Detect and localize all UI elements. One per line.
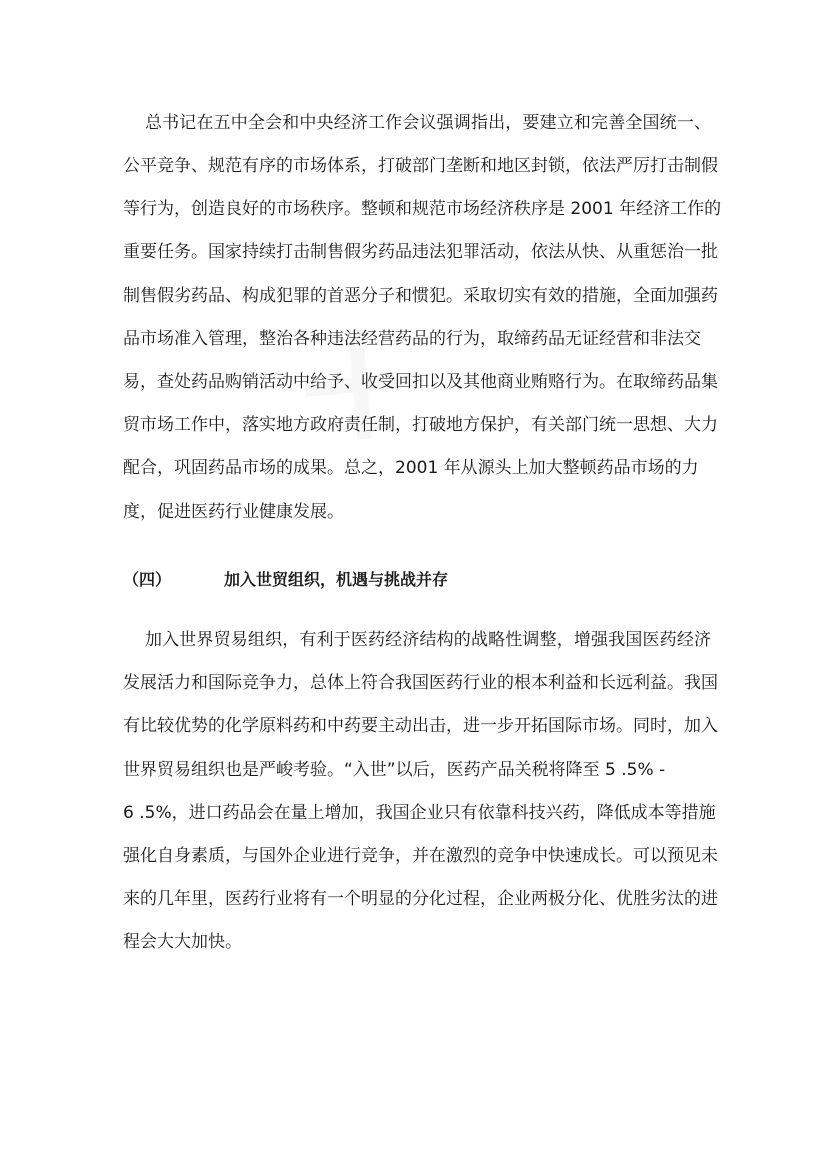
text-line: 有比较优势的化学原料药和中药要主动出击，进一步开拓国际市场。同时，加入 [123, 716, 718, 736]
text-line: 强化自身素质，与国外企业进行竞争，并在激烈的竞争中快速成长。可以预见未 [123, 846, 718, 866]
text-line: 6 .5%，进口药品会在量上增加，我国企业只有依靠科技兴药，降低成本等措施 [123, 803, 716, 823]
text-line: 加入世界贸易组织，有利于医药经济结构的战略性调整，增强我国医药经济 [145, 630, 711, 650]
text-line: 贸市场工作中，落实地方政府责任制，打破地方保护，有关部门统一思想、大力 [123, 415, 718, 435]
section-heading [123, 567, 448, 590]
text-line: 制售假劣药品、构成犯罪的首恶分子和惯犯。采取切实有效的措施，全面加强药 [123, 286, 718, 306]
section-number: （四） [123, 570, 172, 589]
text-line: 总书记在五中全会和中央经济工作会议强调指出，要建立和完善全国统一、 [145, 113, 711, 133]
text-line: 度，促进医药行业健康发展。 [123, 502, 344, 522]
text-line: 易，查处药品购销活动中给予、收受回扣以及其他商业贿赂行为。在取缔药品集 [123, 372, 718, 392]
text-line: 来的几年里，医药行业将有一个明显的分化过程，企业两极分化、优胜劣汰的进 [123, 889, 718, 909]
text-line: 配合，巩固药品市场的成果。总之，2001 年从源头上加大整顿药品市场的力 [123, 458, 699, 478]
text-line: 发展活力和国际竞争力，总体上符合我国医药行业的根本利益和长远利益。我国 [123, 673, 718, 693]
text-line: 品市场准入管理，整治各种违法经营药品的行为，取缔药品无证经营和非法交 [123, 329, 701, 349]
text-line: 重要任务。国家持续打击制售假劣药品违法犯罪活动，依法从快、从重惩治一批 [123, 242, 718, 262]
text-line: 公平竞争、规范有序的市场体系，打破部门垄断和地区封锁，依法严厉打击制假 [123, 156, 718, 176]
text-line: 程会大大加快。 [123, 932, 242, 952]
section-title: 加入世贸组织，机遇与挑战并存 [224, 570, 449, 589]
text-line: 世界贸易组织也是严峻考验。“入世”以后，医药产品关税将降至 5 .5% - [123, 760, 666, 780]
text-line: 等行为，创造良好的市场秩序。整顿和规范市场经济秩序是 2001 年经济工作的 [123, 199, 722, 219]
